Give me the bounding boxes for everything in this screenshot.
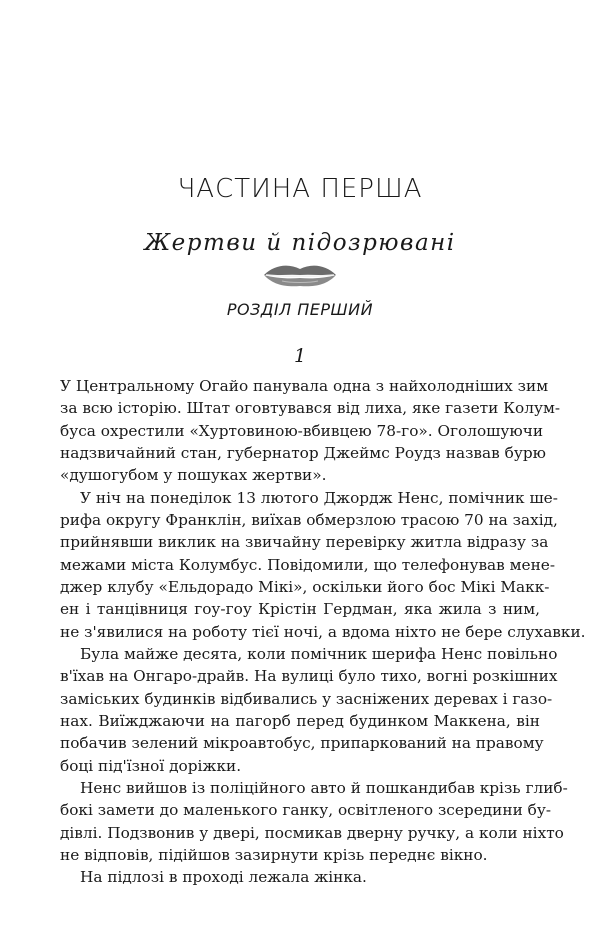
text-line: «душогубом у пошуках жертви». (60, 466, 327, 485)
text-line: ен і танцівниця гоу-гоу Крістін Гердман, яка жила з ним, (60, 600, 540, 619)
part-subtitle: Жертви й підозрювані (144, 230, 456, 256)
lips-ornament-icon (260, 262, 340, 288)
text-line: рифа округу Франклін, виїхав обмерзлою трасою 70 на захід, (60, 510, 558, 529)
text-line: заміських будинків відбивались у засніжених деревах і газо- (60, 689, 553, 708)
text-line: нах. Виїжджаючи на пагорб перед будинком Маккена, він (60, 711, 540, 730)
text-line: У Центральному Огайо панувала одна з найхолодніших зим (60, 377, 549, 395)
text-line: межами міста Колумбус. Повідомили, що телефонував мене- (60, 555, 556, 574)
body-text (60, 375, 586, 889)
section-number: 1 (293, 345, 307, 367)
text-line: за всю історію. Штат оговтувався від лиха, яке газети Колум- (60, 399, 561, 418)
text-line: боці під'їзної доріжки. (60, 756, 242, 775)
text-line: не з'явилися на роботу тієї ночі, а вдома ніхто не бере слухавки. (60, 622, 586, 641)
text-line: надзвичайний стан, губернатор Джеймс Роудз назвав бурю (60, 443, 546, 462)
text-line: джер клубу «Ельдорадо Мікі», оскільки його бос Мікі Макк- (60, 577, 550, 596)
text-line: буса охрестили «Хуртовиною-вбивцею 78-го». Оголошуючи (60, 421, 544, 440)
text-line: Ненс вийшов із поліційного авто й пошкандибав крізь глиб- (80, 778, 568, 797)
text-line: побачив зелений мікроавтобус, припаркований на правому (60, 734, 544, 753)
text-line: в'їхав на Онгаро-драйв. На вулиці було тихо, вогні розкішних (60, 667, 558, 686)
text-line: дівлі. Подзвонив у двері, посмикав дверну ручку, а коли ніхто (60, 823, 564, 842)
text-line: не відповів, підійшов зазирнути крізь переднє вікно. (60, 845, 488, 864)
text-line: бокі замети до маленького ганку, освітленого зсередини бу- (60, 801, 552, 820)
text-line: прийнявши виклик на звичайну перевірку житла відразу за (60, 533, 549, 552)
text-line: На підлозі в проході лежала жінка. (80, 868, 367, 887)
text-line: У ніч на понеділок 13 лютого Джордж Ненс, помічник ше- (80, 488, 558, 507)
chapter-title: РОЗДІЛ ПЕРШИЙ (226, 300, 374, 319)
part-title: ЧАСТИНА ПЕРША (177, 174, 423, 204)
text-line: Була майже десята, коли помічник шерифа Ненс повільно (80, 644, 558, 663)
